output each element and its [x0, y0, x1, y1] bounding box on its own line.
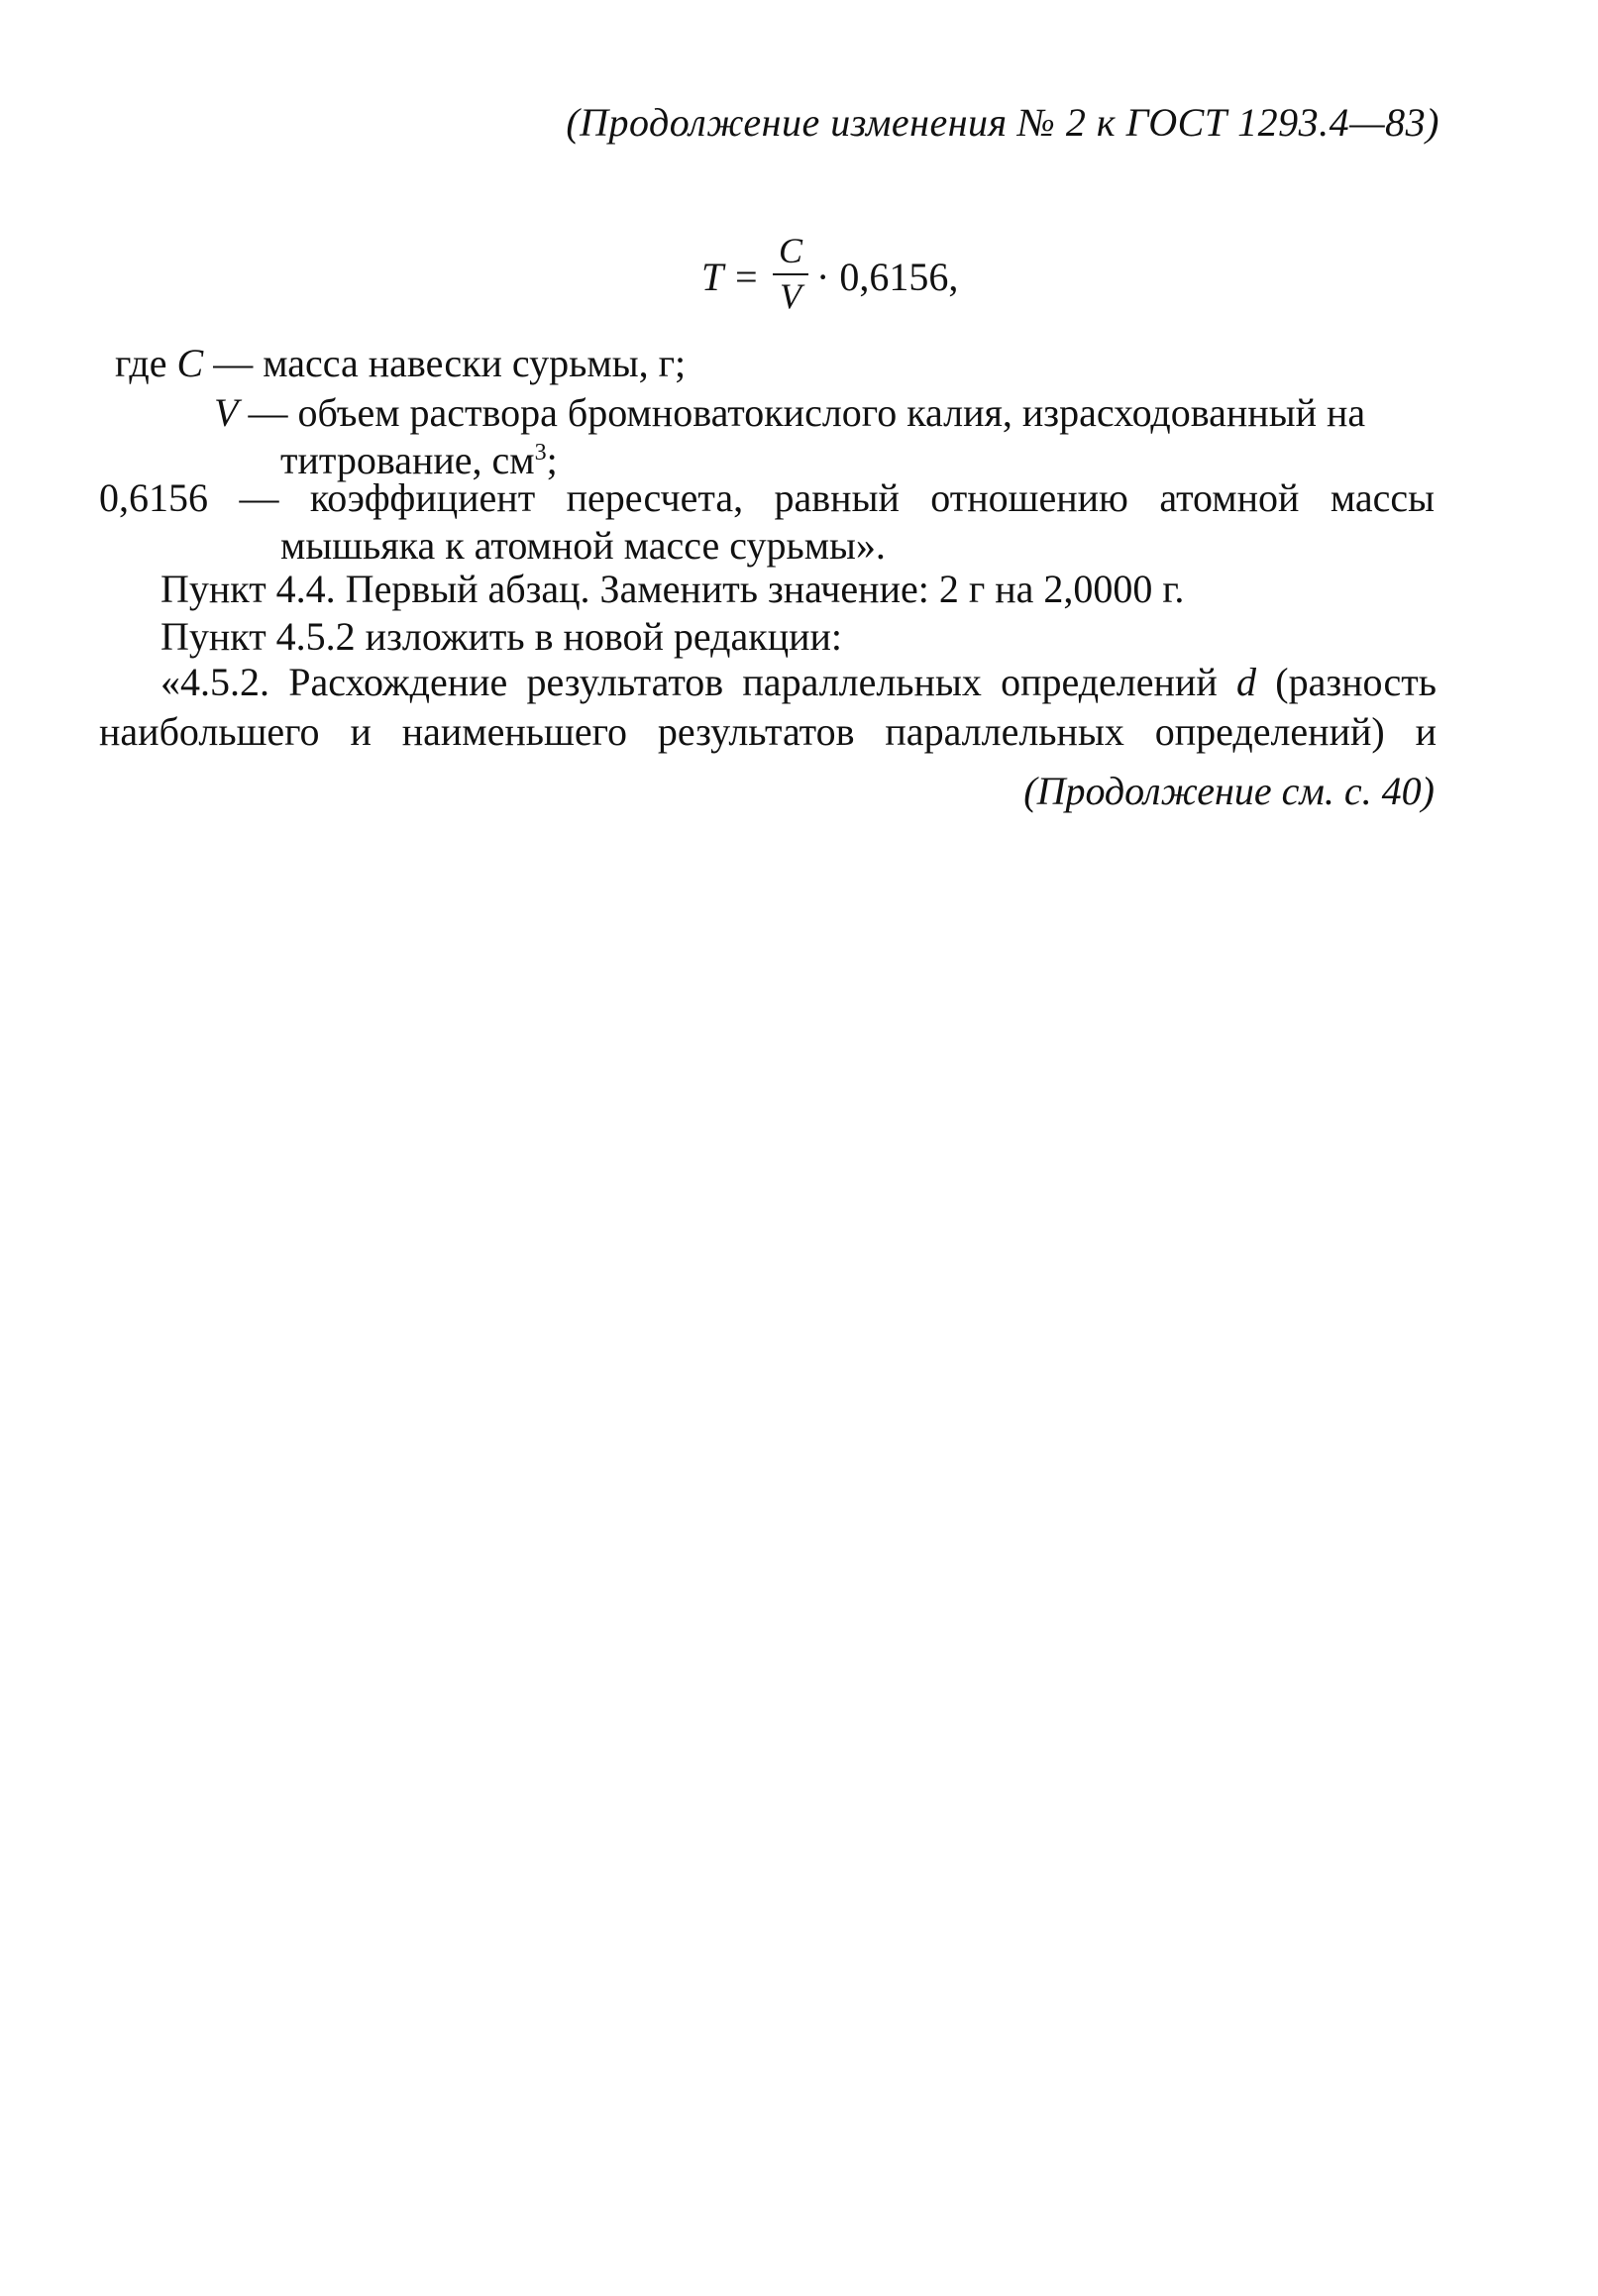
formula-numerator: C [778, 231, 802, 270]
definition-v-line2-end: ; [546, 438, 558, 482]
definition-coefficient-continuation: мышьяка к атомной массе сурьмы». [280, 523, 886, 568]
definition-text-v: — объем раствора бромноватокислого калия, израсходованный на [238, 390, 1366, 435]
definition-text-c: — масса навески сурьмы, г; [203, 341, 687, 385]
formula-rhs: · 0,6156, [816, 255, 959, 299]
variable-d: d [1236, 660, 1256, 704]
formula-denominator: V [780, 276, 801, 316]
definition-c [115, 339, 686, 388]
definition-prefix: где [115, 341, 177, 385]
definition-symbol-c: C [176, 341, 204, 385]
definition-v [214, 388, 1365, 438]
continuation-footer: (Продолжение см. с. 40) [1023, 769, 1435, 813]
definition-coefficient [99, 473, 1435, 523]
formula-lhs: T = [701, 255, 760, 299]
definition-symbol-v: V [214, 390, 239, 435]
definition-v-line2: титрование, см [280, 438, 535, 482]
paragraph-4-4: Пункт 4.4. Первый абзац. Заменить значение: 2 г на 2,0000 г. [160, 567, 1185, 611]
definition-symbol-coefficient: 0,6156 [99, 475, 208, 520]
paragraph-4-5-2-text-a: «4.5.2. Расхождение результатов параллельных определений [160, 660, 1236, 704]
paragraph-4-5-2-new-line1 [160, 658, 1437, 707]
paragraph-4-5-2-text-b: (разность [1256, 660, 1437, 704]
superscript-3: 3 [534, 440, 547, 466]
paragraph-4-5-2: Пункт 4.5.2 изложить в новой редакции: [160, 614, 843, 659]
definition-text-coefficient: — коэффициент пересчета, равный отношению атомной массы [208, 475, 1435, 520]
continuation-header: (Продолжение изменения № 2 к ГОСТ 1293.4—83) [566, 100, 1439, 145]
paragraph-4-5-2-new-line2: наибольшего и наименьшего результатов параллельных определений) и [99, 709, 1437, 754]
formula-fraction [771, 230, 810, 317]
